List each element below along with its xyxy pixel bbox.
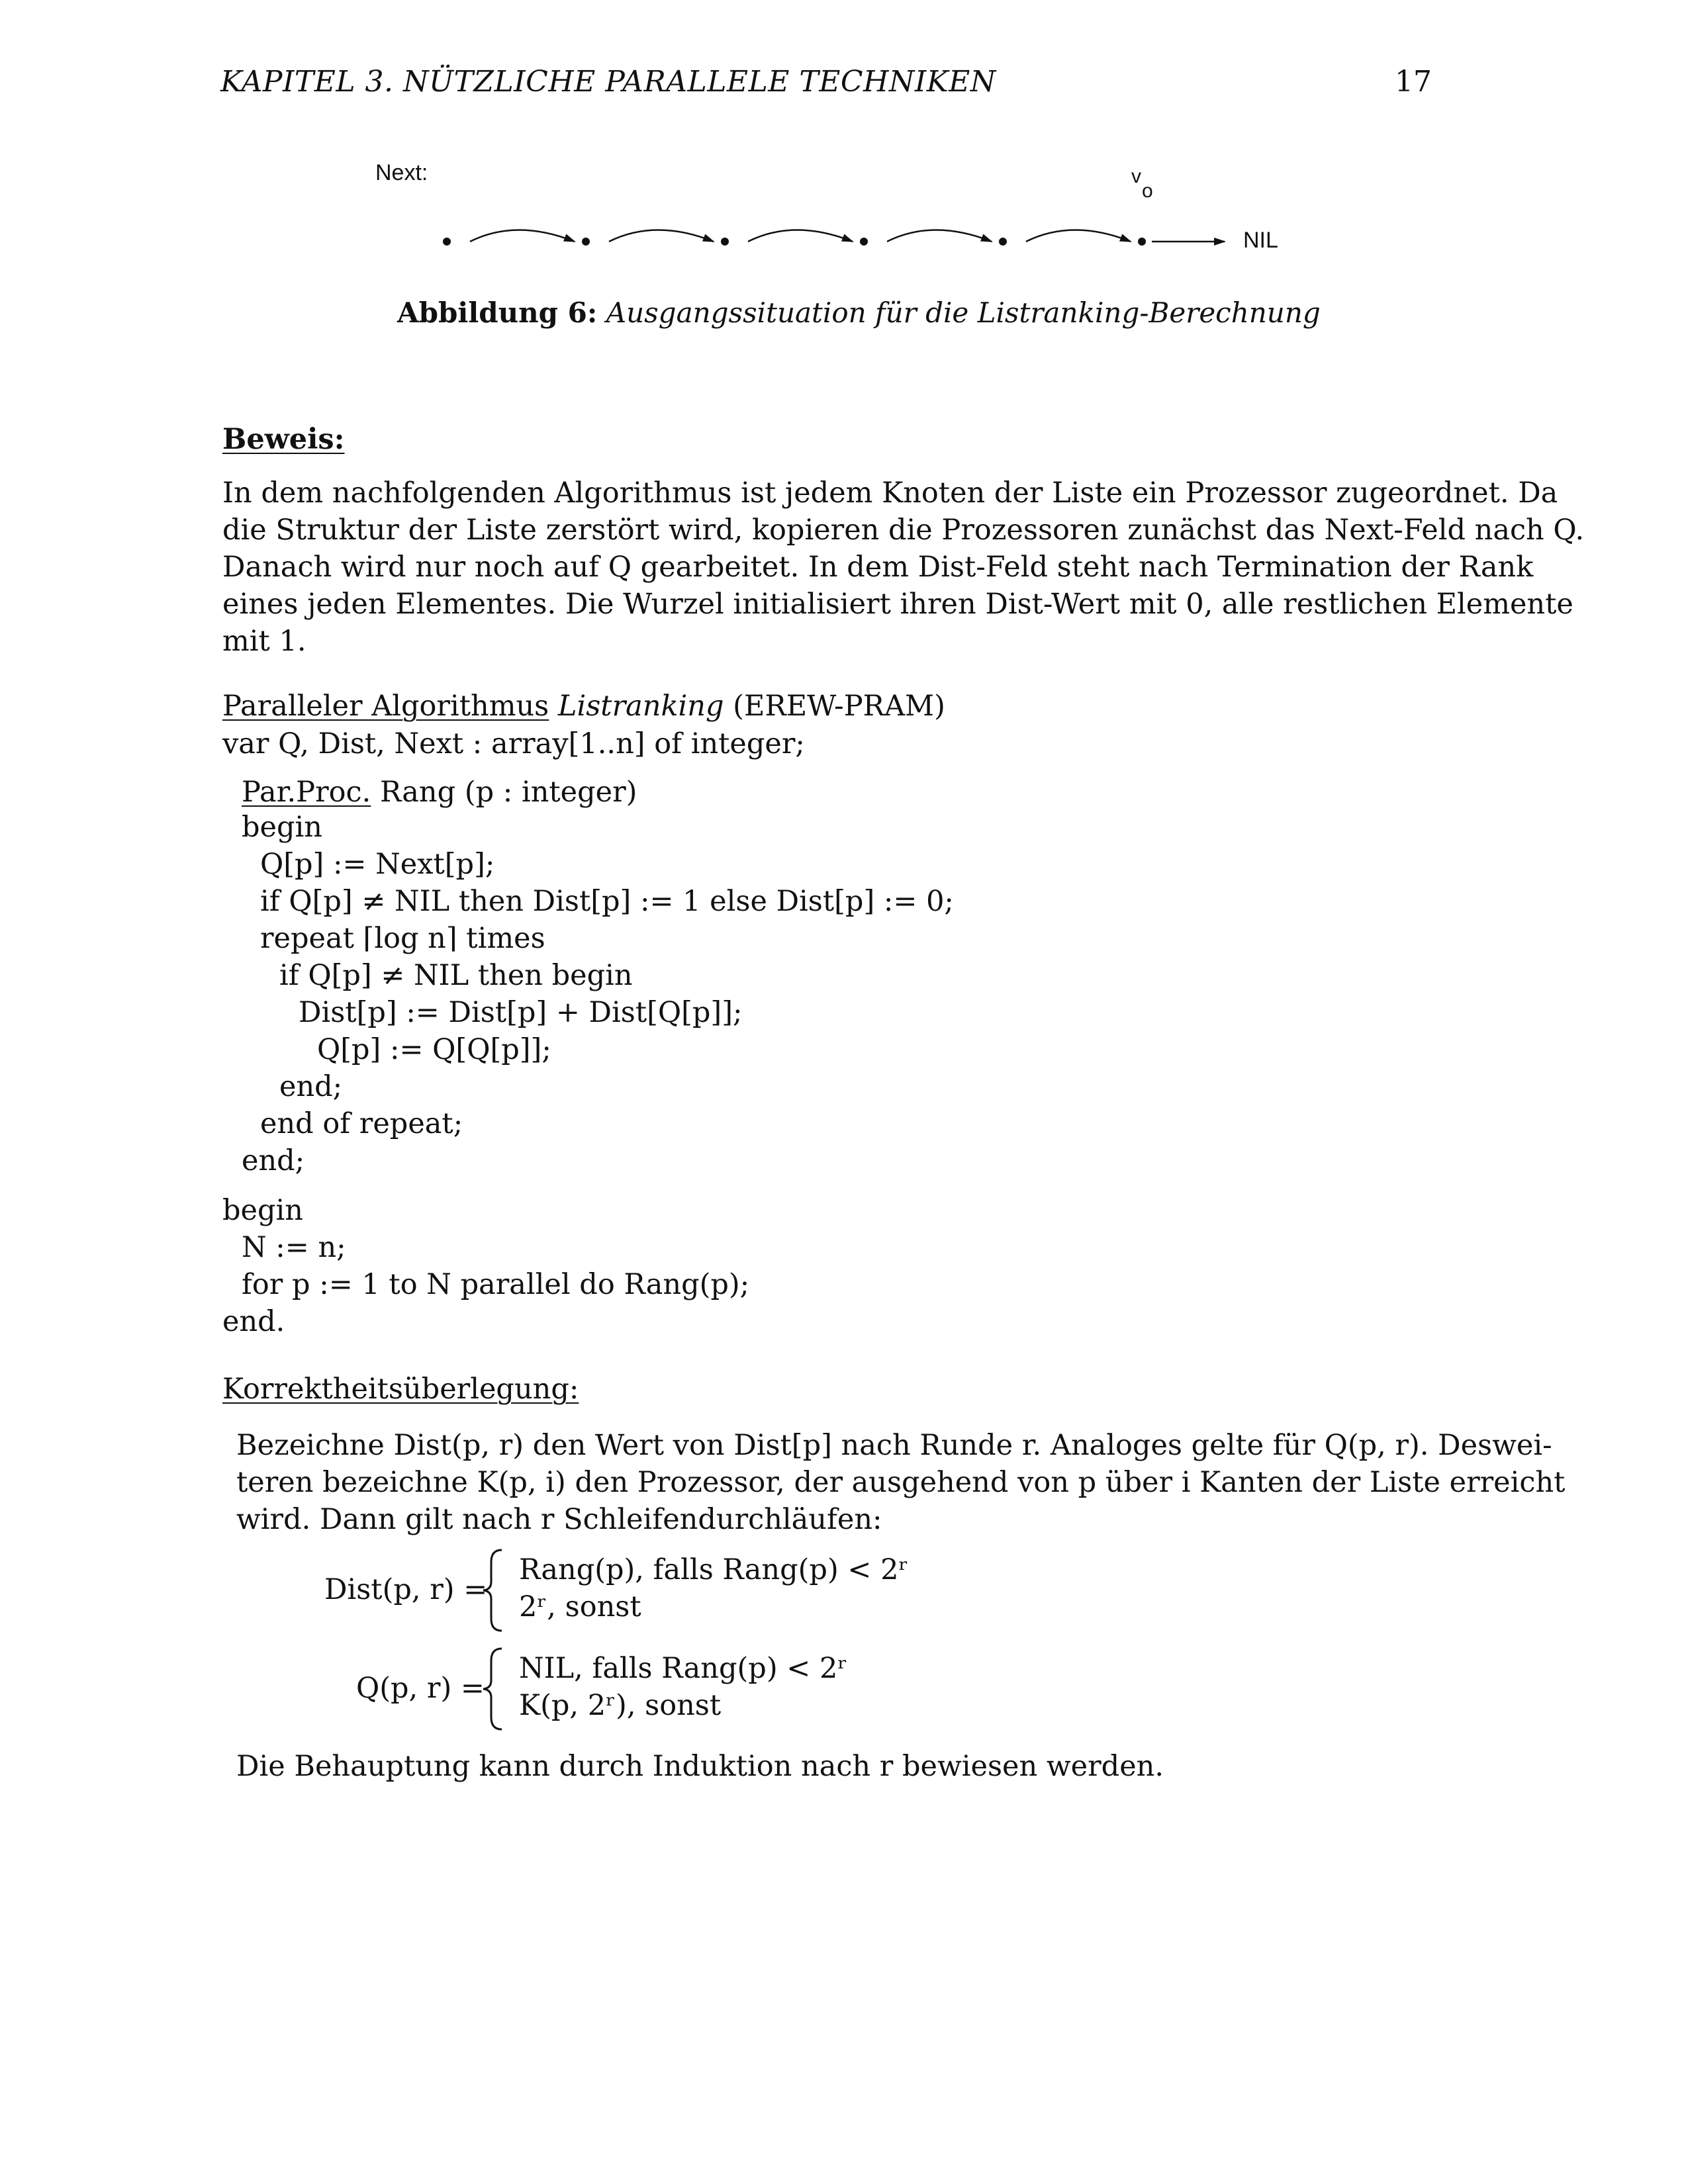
eq1-brace <box>481 1547 507 1633</box>
algorithm-title-prefix: Paralleler Algorithmus <box>222 690 549 723</box>
v0-label <box>1131 165 1141 188</box>
parproc-keyword: Par.Proc. <box>242 776 371 809</box>
code-line: begin <box>242 811 322 844</box>
linked-list-diagram <box>424 212 1284 265</box>
code-line: for p := 1 to N parallel do Rang(p); <box>242 1268 750 1301</box>
list-node <box>860 238 868 246</box>
code-line: Q[p] := Q[Q[p]]; <box>317 1033 551 1066</box>
code-line: begin <box>222 1194 303 1227</box>
code-line: if Q[p] ≠ NIL then begin <box>279 959 633 992</box>
list-node <box>443 238 451 246</box>
caption-label: Abbildung 6: <box>397 296 598 329</box>
proof-line-3: Danach wird nur noch auf Q gearbeitet. In dem Dist-Feld steht nach Termination der Rank <box>222 551 1534 584</box>
code-line: end; <box>242 1144 305 1177</box>
caption-text: Ausgangssituation für die Listranking-Berechnung <box>606 296 1321 329</box>
v-label: v <box>1131 165 1141 187</box>
conclusion: Die Behauptung kann durch Induktion nach r bewiesen werden. <box>236 1750 1164 1783</box>
eq2-brace <box>481 1646 507 1732</box>
code-line: Q[p] := Next[p]; <box>260 848 495 881</box>
next-arrow <box>748 230 853 242</box>
page-number: 17 <box>1395 65 1432 99</box>
code-line: Dist[p] := Dist[p] + Dist[Q[p]]; <box>299 996 743 1029</box>
eq1-lhs: Dist(p, r) = <box>324 1573 488 1606</box>
proof-line-1: In dem nachfolgenden Algorithmus ist jedem Knoten der Liste ein Prozessor zugeordnet. Da <box>222 477 1558 510</box>
eq1-case-1: Rang(p), falls Rang(p) < 2ʳ <box>519 1553 909 1586</box>
correctness-line-3: wird. Dann gilt nach r Schleifendurchläufen: <box>236 1503 882 1536</box>
correctness-heading: Korrektheitsüberlegung: <box>222 1373 579 1406</box>
algorithm-title-suffix: (EREW-PRAM) <box>733 690 945 723</box>
proof-line-5: mit 1. <box>222 625 306 658</box>
parproc-signature: Rang (p : integer) <box>379 776 637 809</box>
next-arrow <box>609 230 714 242</box>
proof-line-4: eines jeden Elementes. Die Wurzel initialisiert ihren Dist-Wert mit 0, alle restlichen Elemente <box>222 588 1573 621</box>
eq2-lhs: Q(p, r) = <box>356 1672 485 1705</box>
parproc-header <box>242 774 637 811</box>
eq1-case-2: 2ʳ, sonst <box>519 1590 641 1623</box>
proof-heading: Beweis: <box>222 423 345 456</box>
list-node <box>582 238 590 246</box>
correctness-line-2: teren bezeichne K(p, i) den Prozessor, der ausgehend von p über i Kanten der Liste erreicht <box>236 1466 1566 1499</box>
list-node-v0 <box>1138 238 1146 246</box>
code-line: end; <box>279 1070 343 1103</box>
figure-caption <box>397 296 1321 329</box>
var-declaration: var Q, Dist, Next : array[1..n] of integer; <box>222 727 805 760</box>
next-arrow <box>887 230 992 242</box>
code-line: if Q[p] ≠ NIL then Dist[p] := 1 else Dist[p] := 0; <box>260 885 954 918</box>
next-arrow <box>1026 230 1131 242</box>
list-node <box>999 238 1007 246</box>
algorithm-name: Listranking <box>557 690 724 723</box>
eq2-case-2: K(p, 2ʳ), sonst <box>519 1689 722 1722</box>
v0-subscript: o <box>1142 180 1153 202</box>
list-node <box>721 238 729 246</box>
eq2-case-1: NIL, falls Rang(p) < 2ʳ <box>519 1652 848 1685</box>
code-line: N := n; <box>242 1231 346 1264</box>
next-label: Next: <box>375 160 428 185</box>
next-arrow <box>470 230 575 242</box>
nil-label: NIL <box>1243 228 1278 253</box>
code-line: repeat ⌈log n⌉ times <box>260 922 545 955</box>
code-line: end. <box>222 1305 285 1338</box>
algorithm-title <box>222 688 945 725</box>
correctness-line-1: Bezeichne Dist(p, r) den Wert von Dist[p] nach Runde r. Analoges gelte für Q(p, r). Deswei- <box>236 1429 1552 1462</box>
code-line: end of repeat; <box>260 1107 463 1140</box>
proof-line-2: die Struktur der Liste zerstört wird, kopieren die Prozessoren zunächst das Next-Feld nach Q. <box>222 514 1585 547</box>
chapter-header: KAPITEL 3. NÜTZLICHE PARALLELE TECHNIKEN <box>220 65 996 99</box>
